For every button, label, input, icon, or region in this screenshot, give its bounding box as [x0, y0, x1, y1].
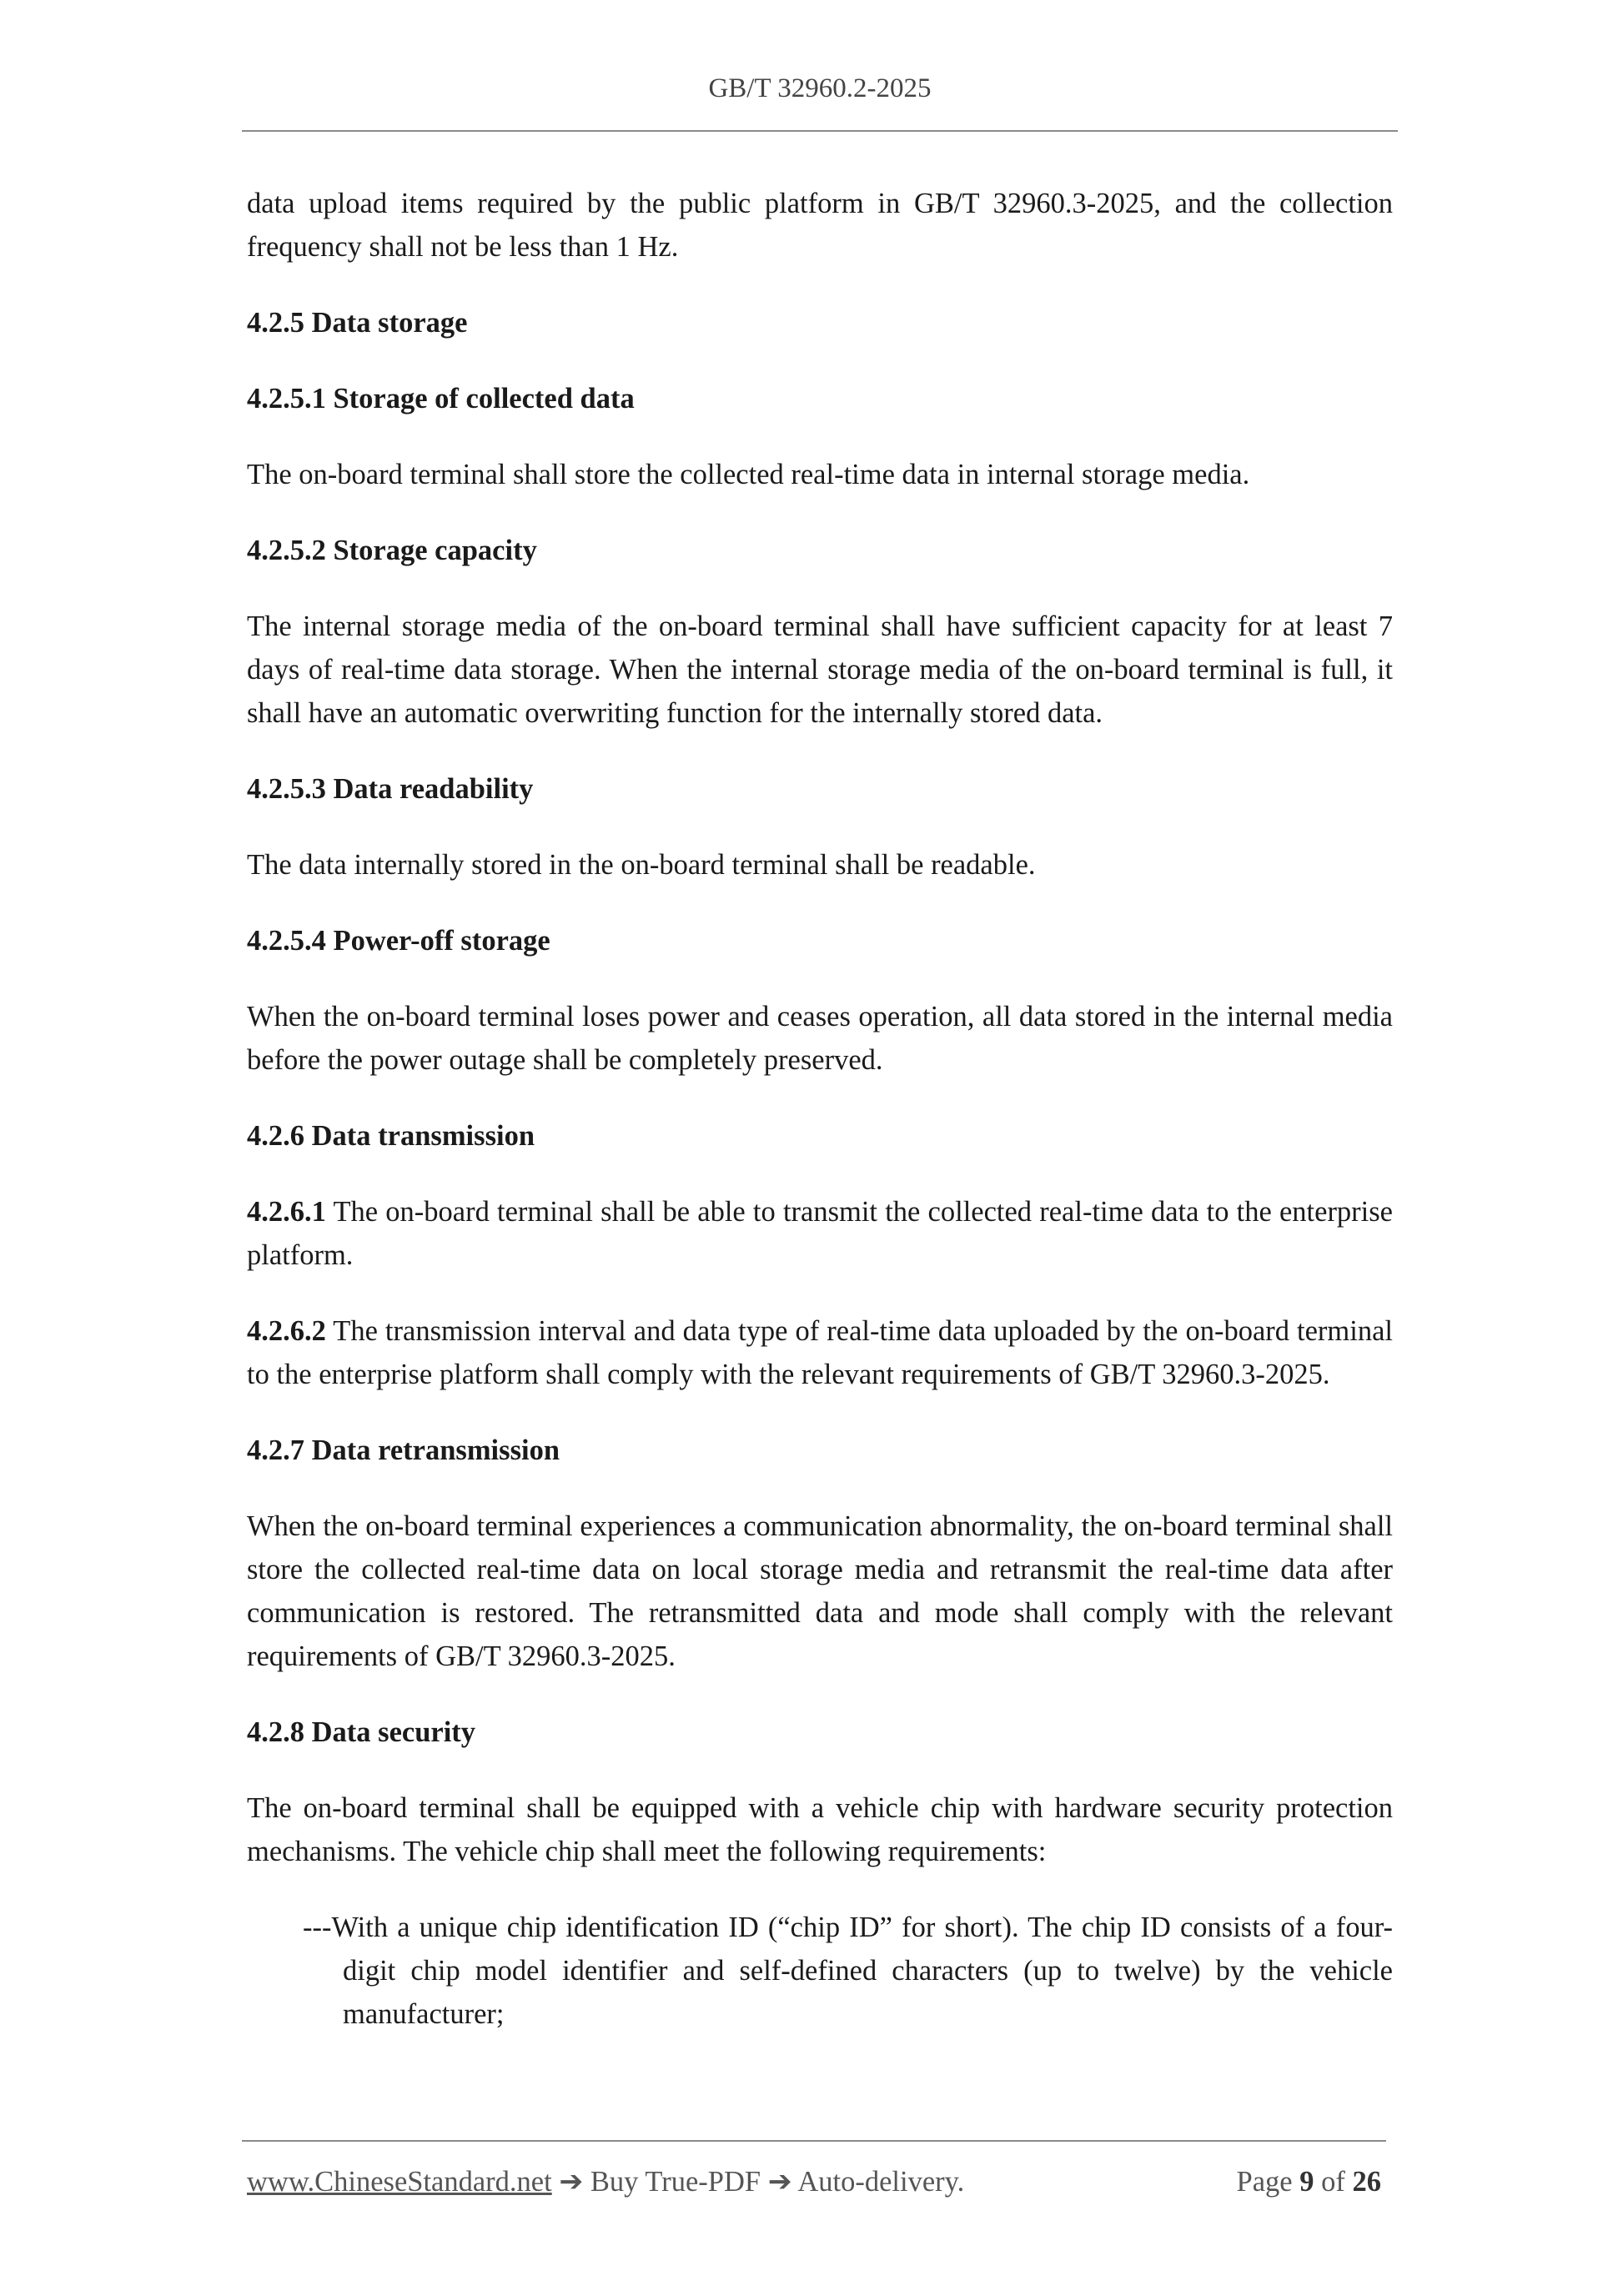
heading-4-2-7: 4.2.7 Data retransmission — [247, 1434, 560, 1466]
heading-4-2-5: 4.2.5 Data storage — [247, 307, 468, 339]
arrow-icon: ➔ — [767, 2166, 792, 2198]
paragraph-4-2-5-3: The data internally stored in the on-board terminal shall be readable. — [247, 849, 1036, 881]
clause-number-4-2-6-2: 4.2.6.2 — [247, 1315, 326, 1347]
website-link[interactable]: www.ChineseStandard.net — [247, 2166, 552, 2198]
running-header — [242, 72, 1398, 105]
page-number — [1237, 2163, 1381, 2200]
of-label: of — [1321, 2166, 1345, 2198]
paragraph-4-2-5-2: The internal storage media of the on-board terminal shall have sufficient capacity for at least 7 days of real-time data storage. When the internal storage media of the on-board terminal is full, it shall have an automatic overwriting function for the internally stored data. — [247, 610, 1393, 729]
list-item-chip-id: ---With a unique chip identification ID (“chip ID” for short). The chip ID consists of a four-digit chip model identifier and self-defined characters (up to twelve) by the vehicle manufacturer; — [303, 1912, 1393, 2030]
clause-text-4-2-6-1: The on-board terminal shall be able to transmit the collected real-time data to the enterprise platform. — [247, 1196, 1393, 1271]
heading-4-2-5-4: 4.2.5.4 Power-off storage — [247, 925, 550, 957]
page-body — [247, 182, 1393, 2036]
heading-4-2-5-1: 4.2.5.1 Storage of collected data — [247, 383, 635, 414]
clause-text-4-2-6-2: The transmission interval and data type of real-time data uploaded by the on-board terminal to the enterprise platform shall comply with the relevant requirements of GB/T 32960.3-2025. — [247, 1315, 1393, 1390]
clause-4-2-6-1 — [247, 1190, 1393, 1277]
page-label: Page — [1236, 2166, 1293, 2198]
heading-4-2-8: 4.2.8 Data security — [247, 1716, 476, 1748]
clause-number-4-2-6-1: 4.2.6.1 — [247, 1196, 326, 1228]
paragraph-4-2-5-4: When the on-board terminal loses power and ceases operation, all data stored in the internal media before the power outage shall be completely preserved. — [247, 1001, 1393, 1076]
paragraph-intro: data upload items required by the public platform in GB/T 32960.3-2025, and the collection frequency shall not be less than 1 Hz. — [247, 188, 1393, 263]
arrow-icon: ➔ — [559, 2166, 584, 2198]
paragraph-4-2-5-1: The on-board terminal shall store the collected real-time data in internal storage media. — [247, 459, 1250, 490]
delivery-text: Auto-delivery. — [797, 2166, 965, 2198]
footer-promo — [247, 2163, 964, 2200]
page-current: 9 — [1299, 2166, 1314, 2198]
paragraph-4-2-8: The on-board terminal shall be equipped with a vehicle chip with hardware security protection mechanisms. The vehicle chip shall meet the following requirements: — [247, 1792, 1393, 1867]
heading-4-2-5-3: 4.2.5.3 Data readability — [247, 773, 534, 805]
page-total: 26 — [1352, 2166, 1381, 2198]
paragraph-4-2-7: When the on-board terminal experiences a communication abnormality, the on-board terminal shall store the collected real-time data on local storage media and retransmit the real-time data after communication is restored. The retransmitted data and mode shall comply with the relevant requirements of GB/T 32960.3-2025. — [247, 1510, 1393, 1672]
header-divider — [242, 130, 1398, 132]
buy-text: Buy True-PDF — [590, 2166, 761, 2198]
heading-4-2-5-2: 4.2.5.2 Storage capacity — [247, 535, 537, 566]
clause-4-2-6-2 — [247, 1309, 1393, 1396]
footer-divider — [242, 2140, 1386, 2142]
heading-4-2-6: 4.2.6 Data transmission — [247, 1120, 535, 1152]
document-code: GB/T 32960.2-2025 — [708, 73, 932, 103]
